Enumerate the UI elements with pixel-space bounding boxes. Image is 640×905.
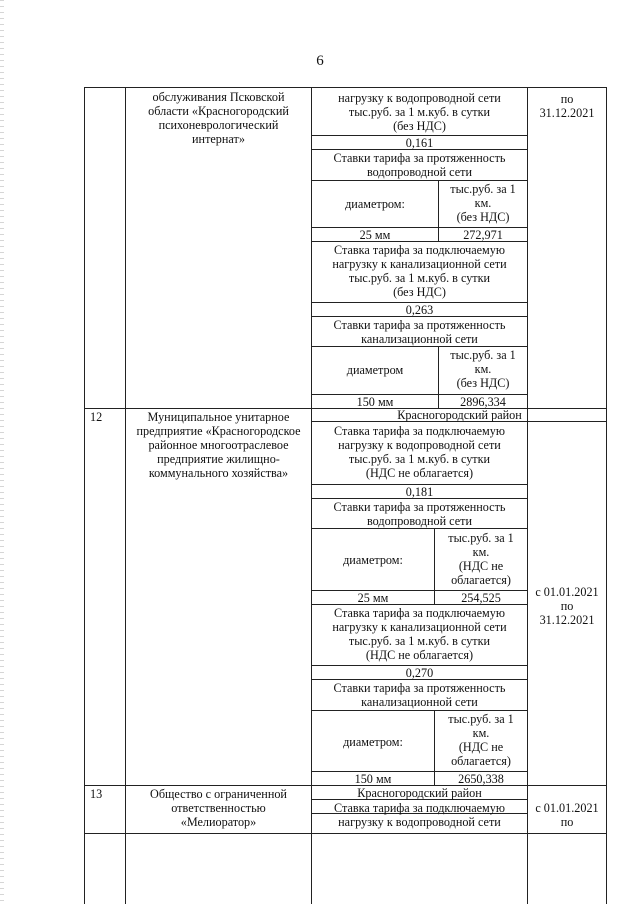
period-line: по [560,815,574,829]
org-line: предприятие жилищно- [157,452,280,466]
diameter-label: диаметром: [343,735,403,749]
diameter-label: диаметром [346,363,404,377]
water-len-head: Ставки тарифа за протяженность [333,500,506,514]
org-line: ответственностью [171,801,266,815]
unit-line: км. [472,545,490,559]
water-load-value: 0,161 [405,136,434,150]
page-number: 6 [316,53,324,69]
period-line: с 01.01.2021 [535,585,599,599]
district-cell: Красногородский район [357,786,482,800]
diameter-size: 25 мм [357,591,389,605]
sewer-len-head: Ставки тарифа за протяженность [333,318,506,332]
unit-line: тыс.руб. за 1 [450,348,516,362]
row-number: 12 [90,410,103,424]
diameter-size: 150 мм [354,772,392,786]
unit-line: (без НДС) [456,210,510,224]
diameter-label: диаметром: [343,553,403,567]
diameter-value: 272,971 [463,228,503,242]
water-head-line: тыс.руб. за 1 м.куб. в сутки [348,452,491,466]
period-line: по [560,599,574,613]
unit-line: облагается) [451,573,511,587]
sewer-head-line: нагрузку к канализационной сети [332,620,507,634]
org-line: обслуживания Псковской [152,90,285,104]
unit-line: тыс.руб. за 1 [448,712,514,726]
unit-line: км. [474,362,492,376]
water-head-line: (без НДС) [393,119,446,133]
unit-line: (НДС не [458,740,504,754]
unit-line: тыс.руб. за 1 [448,531,514,545]
water-head-line: тыс.руб. за 1 м.куб. в сутки [348,105,491,119]
org-line: районное многоотраслевое [148,438,289,452]
diameter-size: 25 мм [359,228,391,242]
water-load-value: 0,181 [405,485,434,499]
period-line: с 01.01.2021 [535,801,599,815]
period-line: 31.12.2021 [539,613,595,627]
water-len-head: водопроводной сети [366,514,473,528]
period-line: по [560,92,574,106]
unit-line: (без НДС) [456,376,510,390]
org-line: предприятие «Красногородское [136,424,301,438]
diameter-value: 2650,338 [458,772,504,786]
water-head-line: нагрузку к водопроводной сети [338,815,501,829]
sewer-len-head: канализационной сети [361,332,478,346]
org-line: коммунального хозяйства» [148,466,289,480]
diameter-label: диаметром: [345,197,405,211]
sewer-load-value: 0,263 [405,303,434,317]
water-head-line: Ставка тарифа за подключаемую [334,801,505,815]
unit-line: км. [472,726,490,740]
period-line: 31.12.2021 [539,106,595,120]
unit-line: км. [474,196,492,210]
sewer-head-line: нагрузку к канализационной сети [332,257,507,271]
scan-edge-marks [0,0,4,905]
sewer-len-head: Ставки тарифа за протяженность [333,681,506,695]
sewer-head-line: тыс.руб. за 1 м.куб. в сутки [348,271,491,285]
sewer-head-line: Ставка тарифа за подключаемую [334,606,505,620]
water-head-line: нагрузку к водопроводной сети [338,91,501,105]
sewer-len-head: канализационной сети [361,695,478,709]
water-head-line: нагрузку к водопроводной сети [338,438,501,452]
water-len-head: Ставки тарифа за протяженность [333,151,506,165]
sewer-head-line: (НДС не облагается) [365,648,474,662]
org-line: Общество с ограниченной [150,787,287,801]
sewer-head-line: тыс.руб. за 1 м.куб. в сутки [348,634,491,648]
diameter-value: 2896,334 [460,395,506,409]
water-head-line: Ставка тарифа за подключаемую [334,424,505,438]
row-number: 13 [90,787,103,801]
org-line: интернат» [192,132,245,146]
org-line: «Мелиоратор» [180,815,257,829]
unit-line: тыс.руб. за 1 [450,182,516,196]
water-head-line: (НДС не облагается) [365,466,474,480]
district-cell: Красногородский район [397,408,522,422]
unit-line: (НДС не [458,559,504,573]
org-line: психоневрологический [158,118,279,132]
sewer-head-line: (без НДС) [393,285,446,299]
diameter-value: 254,525 [461,591,501,605]
org-line: Муниципальное унитарное [147,410,290,424]
sewer-load-value: 0,270 [405,666,434,680]
unit-line: облагается) [451,754,511,768]
sewer-head-line: Ставка тарифа за подключаемую [334,243,505,257]
org-line: области «Красногородский [148,104,289,118]
diameter-size: 150 мм [356,395,394,409]
water-len-head: водопроводной сети [366,165,473,179]
